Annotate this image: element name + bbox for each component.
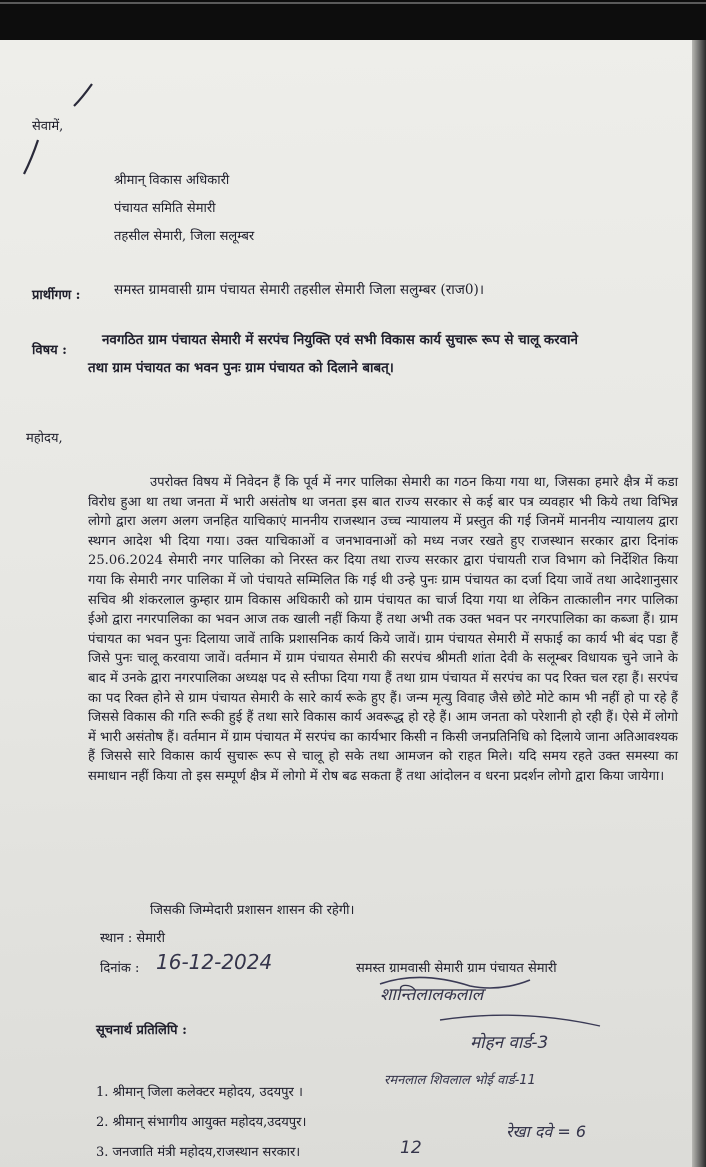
page-edge-shadow (692, 40, 706, 1167)
cc-item-2: 2. श्रीमान् संभागीय आयुक्त महोदय,उदयपुर। (96, 1115, 307, 1130)
letter-page (0, 40, 692, 1167)
addressee-line-2: पंचायत समिति सेमारी (114, 201, 216, 216)
responsibility-line: जिसकी जिम्मेदारी प्रशासन शासन की रहेगी। (150, 903, 355, 918)
cc-heading: सूचनार्थ प्रतिलिपि : (96, 1023, 187, 1038)
cc-item-3: 3. जनजाति मंत्री महोदय,राजस्थान सरकार। (96, 1145, 301, 1160)
handwritten-signature: शान्तिलालकलाल (380, 985, 484, 1005)
subject-line-2: तथा ग्राम पंचायत का भवन पुनः ग्राम पंचायत को दिलाने बाबत्। (88, 360, 394, 376)
body-paragraph: उपरोक्त विषय में निवेदन हैं कि पूर्व में नगर पालिका सेमारी का गठन किया गया था, जिसका हमारे क्षैत्र में कडा विरोध हुआ था तथा जनता में भारी असंतोष था जनता इस बात राज्य सरकार से कई बार पत्र व्यवहार भी किये तथा विभिन्न लोगो द्वारा अलग अलग जनहित याचिकाएं माननीय राजस्थान उच्च न्यायालय में प्रस्तुत की गई जिनमें माननीय न्यायालय द्वारा स्थगन आदेश भी दिया गया। उक्त याचिकाओं व जनभावनाओं को मध्य नजर रखते हुए राजस्थान सरकार द्वारा दिनांक 25.06.2024 सेमारी नगर पालिका को निरस्त कर दिया तथा राज्य सरकार द्वारा पंचायती राज विभाग को निर्देशित किया गया कि सेमारी नगर पालिका में जो पंचायते सम्मिलित कि गई थी उन्हे पुनः ग्राम पंचायत का दर्जा दिया जावें तथा आदेशानुसार सचिव श्री शंकरलाल कुम्हार ग्राम विकास अधिकारी को ग्राम पंचायत का चार्ज दिया गया था लेकिन तात्कालीन नगर पालिका ईओ द्वारा नगरपालिका का भवन आज तक खाली नहीं किया हैं तथा अभी तक उक्त भवन पर नगरपालिका का कब्जा हैं। ग्राम पंचायत का भवन पुनः दिलाया जावें ताकि प्रशासनिक कार्य किये जावें। ग्राम पंचायत सेमारी में सफाई का कार्य भी बंद पडा हैं जिसे पुनः चालू करवाया जावें। वर्तमान में ग्राम पंचायत सेमारी की सरपंच श्रीमती शांता देवी के सलूम्बर विधायक चुने जाने के बाद में उनके द्वारा नगरपालिका अध्यक्ष पद से स्तीफा दिया गया हैं तथा ग्राम पंचायत में सरपंच का पद रिक्त चल रहा हैं। सरपंच का पद रिक्त होने से ग्राम पंचायत सेमारी के सारे कार्य रूके हुए हैं। जन्म मृत्यु विवाह जैसे छोटे मोटे काम भी नहीं हो पा रहे हैं जिससे विकास की गति रूकी हुई हैं तथा सारे विकास कार्य अवरूद्ध हो रहे हैं। आम जनता को परेशानी हो रही हैं। ऐसे में लोगो में भारी असंतोष हैं। वर्तमान में ग्राम पंचायत में सरपंच का कार्यभार किसी न किसी जनप्रतिनिधि को दिलाये जाना अतिआवश्यक हैं जिससे सारे विकास कार्य सुचारू रूप से चालू हो सके तथा आमजन को राहत मिले। यदि समय रहते उक्त समस्या का समाधान नहीं किया तो इस सम्पूर्ण क्षैत्र में लोगो में रोष बढ सकता हैं तथा आंदोलन व धरना प्रदर्शन लोगो द्वारा किया जायेगा। (88, 475, 678, 784)
pen-tick-1 (74, 84, 92, 106)
greeting: महोदय, (26, 431, 63, 446)
letter-body (88, 473, 678, 787)
handwritten-date: 16-12-2024 (156, 950, 273, 974)
handwritten-note-3: रेखा दवे = 6 (506, 1122, 587, 1141)
addressee-line-1: श्रीमान् विकास अधिकारी (114, 173, 230, 188)
subject-label: विषय : (32, 343, 67, 358)
addressee-line-3: तहसील सेमारी, जिला सलूम्बर (114, 229, 255, 244)
handwritten-note-1: मोहन वार्ड-3 (470, 1033, 549, 1053)
handwritten-underline (440, 1015, 600, 1026)
applicants-value: समस्त ग्रामवासी ग्राम पंचायत सेमारी तहसील सेमारी जिला सलुम्बर (राज0)। (114, 282, 484, 298)
top-bar-line (0, 2, 706, 4)
subject-line-1: नवगठित ग्राम पंचायत सेमारी में सरपंच नियुक्ति एवं सभी विकास कार्य सुचारू रूप से चालू करवाने (102, 332, 578, 348)
handwritten-note-4: 12 (400, 1138, 422, 1158)
cc-item-1: 1. श्रीमान् जिला कलेक्टर महोदय, उदयपुर । (96, 1085, 303, 1100)
pen-tick-2 (24, 140, 38, 174)
date-label: दिनांक : (100, 961, 140, 976)
signatory-line: समस्त ग्रामवासी सेमारी ग्राम पंचायत सेमारी (356, 961, 557, 976)
applicants-label: प्रार्थीगण : (32, 288, 81, 303)
handwritten-note-2: रमनलाल शिवलाल भोई वार्ड-11 (384, 1073, 536, 1088)
place-line: स्थान : सेमारी (100, 931, 165, 946)
screen-top-bar (0, 0, 706, 40)
salutation-to: सेवामें, (32, 119, 64, 134)
